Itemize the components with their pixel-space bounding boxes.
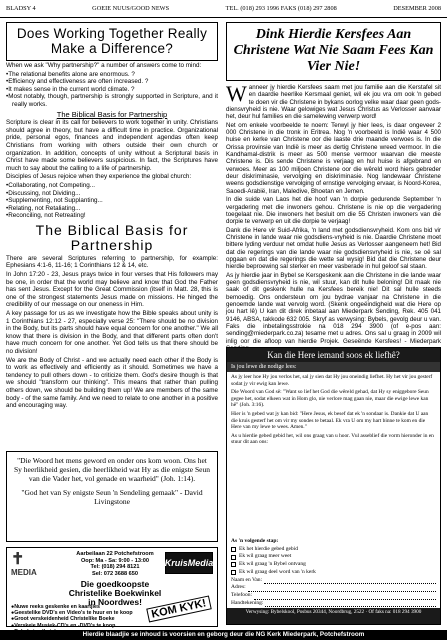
field-line[interactable] xyxy=(264,578,436,584)
field-line[interactable] xyxy=(254,594,436,600)
checkbox-row[interactable] xyxy=(231,561,436,569)
article-body-right xyxy=(226,81,441,352)
ad-cell: Sel: 072 3688 650 xyxy=(91,570,139,577)
section-heading: The Biblical Basis for Partnership xyxy=(56,109,168,119)
list-item: • Discussing, not Dividing... xyxy=(6,190,218,198)
paragraph: Dank die Here vir Suid-Afrika, 'n land met godsdiensvryheid. Kom ons bid vir Christene in lande waar nie godsdiens-vryheid is nie. Daardie Christene moet bittere lyding verduur net omdat hulle Jesus as Verlosser aangeneem het! Bid dat die regerings van die lande waar nie godsdiensvryheid is nie, se oë sal opgaan en dat die regerings die wette sal wysig! Bid dat die Christene deur hierdie beproewing sal sterker en meer vasberade in hul geloof sal staan. xyxy=(226,226,441,271)
form-text xyxy=(227,372,440,450)
paragraph: As u hierdie gebed gebid het, wil ons graag van u hoor. Vul asseblief die vorm hieronder in en stuur dit aan ons: xyxy=(231,432,434,446)
media-logo xyxy=(11,552,63,580)
field-label: Naam en Van: xyxy=(231,576,263,583)
section-title: The Biblical Basis for Partnership xyxy=(35,221,189,253)
signature-field[interactable] xyxy=(231,600,436,608)
field-label: Handtekening: xyxy=(231,599,264,606)
checkbox-row[interactable] xyxy=(231,546,436,554)
field-label: Adres: xyxy=(231,584,246,591)
list-item: • Supplementing, not Supplanting... xyxy=(6,197,218,205)
ad-address: Aarbeilaan 22 Potchefstroom xyxy=(76,551,154,557)
page-header xyxy=(0,0,447,18)
livingstone-quote: "God het van Sy enigste Seun 'n Sendeling gemaak" - David Livingstone xyxy=(21,488,203,506)
form-fields xyxy=(231,538,436,607)
right-column xyxy=(226,22,441,353)
phone-field[interactable] xyxy=(231,592,436,600)
logo-text: MEDIA xyxy=(11,568,37,577)
sponsor-footer: Hierdie blaadjie se inhoud is voorsien en geborg deur die NG Kerk Miederpark, Potchefstroom xyxy=(0,630,447,640)
form-subtitle: Is jou lewe die nodige lees: xyxy=(227,362,440,372)
paragraph: As jy leer hoe Hy jou verlos het, sal jy sien dat Hy jou oneindig liefhet. Hy het vir jou gesterf sodat jy vir ewig kan lewe. xyxy=(231,374,433,387)
checkbox[interactable] xyxy=(231,562,236,567)
bookshop-advert xyxy=(6,547,218,627)
list-item: • Reconciling, not Retreating! xyxy=(6,212,218,220)
list-item: ● Nuwe reeks geskenke en kaartjies xyxy=(11,604,151,610)
paragraph: In John 17:20 - 23, Jesus prays twice in four verses that His followers may be one, in order that the world may believe and know that God the Father has sent Jesus. Except for the Great Commission (itself in Matt. 28, this is one of the strongest statements Jesus made on missions. He hinged the credibility of our message on our oneness in Him. xyxy=(6,271,218,309)
fields-heading: As 'n volgende stap: xyxy=(231,538,279,544)
field-label: Telefoon: xyxy=(231,591,252,598)
checkbox[interactable] xyxy=(231,547,236,552)
checkbox[interactable] xyxy=(231,570,236,575)
drop-cap: W xyxy=(226,81,247,106)
checkbox-label: Ek wil graag deel word van 'n kerk xyxy=(239,568,316,575)
reasons-list xyxy=(6,71,218,109)
intro-text: When we ask "Why partnership?" a number of answers come to mind: xyxy=(6,62,202,69)
paragraph: Net om enkele voorbeelde te noem: Terwyl jy hier lees, is daar ongeveer 2 000 Christene in die tronk in Eritrea. Nog 'n voorbeeld is Indië waar 4 500 huise en kerke van Christene oor die laaste drie maande verwoes is. In die Orissa provinsie van Indië is meer as dertig Christene wreed vermoor. In die Kandhamal-distrik is meer as 500 mense vermoor waarvan die meeste Christene is. Dis sende Christene is verjaag en hul huise is afgebrand en verwoes. Meer as 100 miljoen Christene oor die wêreld word hiers gebreder deur diskriminasie, vervolging en diskriminasie. Nog landewaar Christene weens godsdienstige vervolging of ernstige vervolging ervaar, is Noord-Korea, Saoedi-Arabië, Iran, Maledive, Bhoetan en Jemen. xyxy=(226,121,441,195)
logo-mark: ✝ xyxy=(11,551,25,568)
checkbox-label: Ek het hierdie gebed gebid xyxy=(239,545,298,552)
article-body-left xyxy=(6,62,218,410)
paragraph: We are the Body of Christ - and we actually need each other if the Body is to work as effectively and efficiently as it should. Sometimes we have a tendency to pull others down - to criticize them. God's desire though is that we should "transform our thinking". This means that rather than pulling others down, we should be building them up! We are members of the same body - of the same family. And we need to relate to one another in a positive and encouraging way. xyxy=(6,356,218,410)
list-item: • Relating, not Retaliating... xyxy=(6,205,218,213)
list-item: ● Geestelike DVD's en Video's te huur en te koop xyxy=(11,610,151,616)
brand-badge: KruisMedia xyxy=(165,552,213,574)
quote-box xyxy=(6,451,218,542)
left-column xyxy=(6,22,218,411)
contact-line: TEL. (018) 293 1996 FAKS (018) 297 2808 xyxy=(225,5,337,12)
paragraph: In die suide van Laos het die hoof van 'n dorpie gedurende September 'n vergadering met die inwoners gehou. Christene is nie op die vergadering toegelaat nie. Die inwoners het besluit om die 55 Christen inwoners van die dorpie te verwerp en uit die dorpie te verjaag! xyxy=(226,196,441,226)
list-item: • Collaborating, not Competing... xyxy=(6,182,218,190)
form-title: Kan die Here iemand soos ek liefhê? xyxy=(227,348,440,362)
checkbox-label: Ek wil graag 'n Bybel ontvang xyxy=(239,561,306,568)
paragraph-text: anneer jy hierdie Kersfees saam met jou familie aan die Kerstafel sit en daardie heerlike Kersmaal geniet, wil ek jou vra om ook 'n gebed te doen vir die Christene in bykans oorlog velke waar daar geen gods-diensvryheid is nie. Waar gelowiges wat Jesus Christus as Verlosser aanvaar het, deur hul families en die samelewing verwerp word! xyxy=(226,84,441,121)
ad-headline: Die goedkoopste Christelike Boekwinkel in Noordwes! xyxy=(68,579,162,607)
checkbox-row[interactable] xyxy=(231,553,436,561)
paragraph xyxy=(226,81,441,121)
ad-tel: Tel: (018) 294 8121 xyxy=(90,564,140,571)
issue-date: DESEMBER 2008 xyxy=(393,5,441,12)
paragraph: There are several Scriptures referring to partnership, for example: Ephesians 4:1-6, 11-16; 1 Corinthians 12 & 14, etc. xyxy=(6,254,218,270)
paragraph: Hier is 'n gebed wat jy kan bid: "Here Jesus, ek besef dat ek 'n sondaar is. Dankie dat U aan die kruis gesterf het om vir my sondes te betaal. Ek vra U om my hart binne te kom en die Here van my lewe te wees. Amen." xyxy=(231,410,429,431)
field-line[interactable] xyxy=(248,586,436,592)
paper-name: GOEIE NUUS/GOOD NEWS xyxy=(92,5,170,12)
checkbox-label: Ek wil graag meer weet xyxy=(239,553,292,560)
name-field[interactable] xyxy=(231,577,436,585)
article-title-left: Does Working Together Really Make a Difference? xyxy=(6,22,218,61)
basis-text: Scripture is clear in its call for believers to work together in unity. Christians should agree in theory, but have a difficult time in practice. Organizational pride, personal egos, finances and independent agendas often keep Christians from working with others outside their own church or organization. In addition, concepts of unity without a Scriptural basis in Christ have made some believers suspicious. In fact, the Scriptures have much to say about the calling to a life of partnership. xyxy=(6,119,218,172)
list-item: • It makes sense in the current world climate. ? xyxy=(6,86,218,94)
disciples-intro: Disciples of Jesus rejoice when they experience the global church: xyxy=(6,173,192,181)
list-item: ● Verskeie Musiek-CD's en -DVD's te koop xyxy=(11,623,151,629)
form-footer: Verwysing: Bybelskool, Posbus 20344, Noordbrug, 2522 · Of faks na: 018 294 3900 xyxy=(227,608,440,624)
checkbox-row[interactable] xyxy=(231,569,436,577)
scripture-quote: "Die Woord het mens geword en onder ons kom woon. Ons het Sy heerlikheid gesien, die heerlikheid wat Hy as die enigste Seun van die Vader het, vol genade en waarheid" (Joh. 1:14). xyxy=(14,456,210,483)
checkbox[interactable] xyxy=(231,555,236,560)
ad-contact xyxy=(69,551,161,577)
list-item: • Efficiency and effectiveness are often increased. ? xyxy=(6,78,218,86)
field-line[interactable] xyxy=(265,601,436,607)
list-item: • Most notably, though, partnership is strongly supported in Scripture, and it really works. xyxy=(6,93,218,108)
list-item: ● Groot verskeidenheid Christelike Boeke xyxy=(11,616,151,622)
paragraph: A key passage for us as we investigate how the Bible speaks about unity is 1 Corinthians 12:12 - 27, especially verse 25: "There should be no division in the Body, but its parts should have equal concern for one another." We all know that there is division in the Body, and that different parts often don't have much concern for one another. Yet God tells us that there should be no division! xyxy=(6,310,218,355)
address-field[interactable] xyxy=(231,584,436,592)
list-item: • The relational benefits alone are enormous. ? xyxy=(6,71,218,79)
ad-hours: Oop: Ma - Sa: 9:00 - 13:00 xyxy=(80,557,150,564)
disciples-list xyxy=(6,182,218,220)
article-title-right: Dink Hierdie Kersfees Aan Christene Wat Nie Saam Fees Kan Vier Nie! xyxy=(226,22,441,81)
paragraph: As jy hierdie jaar in Bybel se Kersgeskenk aan die Christene in die lande waar geen godsdiensvryheid is nie, wil stuur, kan dit hulle beloning! Dit maak nie saak of dit geskenk hulle na Kersfees bereik nie! Dit sal hulle steeds bemoedig. Ons ondersteun om jou bydrae vanjaar na Christene in die genoemde lande wat vervolg word. (Skenk ongeëindigheid wat die Here op jou hart lê) U kan dit direk inbetaal aan Miederpark Sending, Rek. 405 041 9146, ABSA, takkode 632 005. Skryf as verwysing: Bybels, gevolg deur u van. Faks die inbetalingsstrokie na 018 294 3900 (of e-pos aan: sending@miederpark.co.za) tesame met u adres. Ons sal u graag in 2009 wil inlig oor die afloop van hierdie Projek. Geseënde Kersfees! - Miederpark xyxy=(226,271,441,345)
kom-kyk-stamp: KOM KYK! xyxy=(147,596,212,623)
paragraph: Die Woord van God sê: "Want so lief het God die wêreld gehad, dat Hy sy eniggebore Seun gegee het, sodat elkeen wat in Hom glo, nie verlore mag gaan nie, maar die ewige lewe kan hê" (Joh. 3:16). xyxy=(231,389,429,409)
page-number: BLADSY 4 xyxy=(6,5,36,12)
response-form xyxy=(226,347,441,625)
